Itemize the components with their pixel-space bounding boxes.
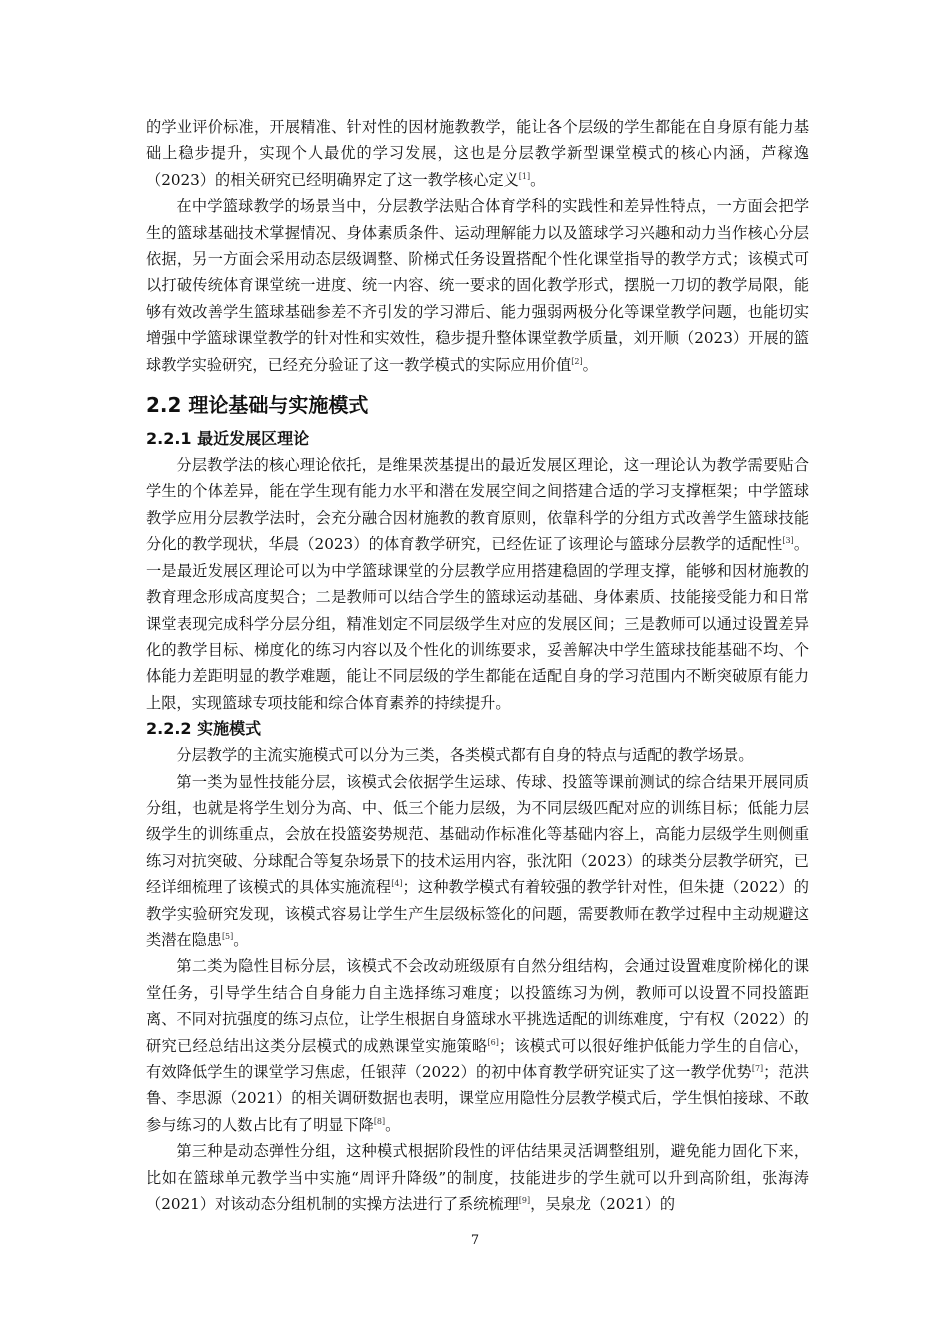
citation-2[interactable]: [2] bbox=[571, 356, 583, 366]
page-number: 7 bbox=[470, 1233, 480, 1248]
citation-7[interactable]: [7] bbox=[751, 1063, 764, 1073]
paragraph-7: 第三种是动态弹性分组，这种模式根据阶段性的评估结果灵活调整组别，避免能力固化下来，比如在篮球单元教学当中实施“周评升降级”的制度，技能进步的学生就可以升到高阶组，张海涛（2021）对该动态分组机制的实操方法进行了系统梳理[9]，吴泉龙（2021）的 bbox=[146, 1142, 809, 1214]
subsection-heading-2-2-2: 2.2.2 实施模式 bbox=[146, 719, 262, 739]
paragraph-1: 的学业评价标准，开展精准、针对性的因材施教教学，能让各个层级的学生都能在自身原有能力基础上稳步提升，实现个人最优的学习发展，这也是分层教学新型课堂模式的核心内涵，芦稼逸（2023）的相关研究已经明确界定了这一教学核心定义[1]。 bbox=[146, 118, 809, 189]
paragraph-4: 分层教学的主流实施模式可以分为三类，各类模式都有自身的特点与适配的教学场景。 bbox=[176, 746, 754, 765]
paragraph-2: 在中学篮球教学的场景当中，分层教学法贴合体育学科的实践性和差异性特点，一方面会把学生的篮球基础技术掌握情况、身体素质条件、运动理解能力以及篮球学习兴趣和动力当作核心分层依据，另一方面会采用动态层级调整、阶梯式任务设置搭配个性化课堂指导的教学方式；该模式可以打破传统体育课堂统一进度、统一内容、统一要求的固化教学形式，摆脱一刀切的教学局限，能够有效改善学生篮球基础参差不齐引发的学习滞后、能力强弱两极分化等课堂教学问题，也能切实增强中学篮球课堂教学的针对性和实效性，稳步提升整体课堂教学质量，刘开顺（2023）开展的篮球教学实验研究，已经充分验证了这一教学模式的实际应用价值[2]。 bbox=[146, 197, 809, 374]
paper-body bbox=[146, 114, 809, 1217]
paragraph-6: 第二类为隐性目标分层，该模式不会改动班级原有自然分组结构，会通过设置难度阶梯化的课堂任务，引导学生结合自身能力自主选择练习难度；以投篮练习为例，教师可以设置不同投篮距离、不同对抗强度的练习点位，让学生根据自身篮球水平挑选适配的训练难度，宁有权（2022）的研究已经总结出这类分层模式的成熟课堂实施策略[6]；该模式可以很好维护低能力学生的自信心，有效降低学生的课堂学习焦虑，任银萍（2022）的初中体育教学研究证实了这一教学优势[7]；范洪鲁、李思源（2021）的相关调研数据也表明，课堂应用隐性分层教学模式后，学生惧怕接球、不敢参与练习的人数占比有了明显下降[8]。 bbox=[146, 957, 810, 1134]
subsection-heading-2-2-1: 2.2.1 最近发展区理论 bbox=[146, 429, 310, 449]
citation-8[interactable]: [8] bbox=[373, 1116, 386, 1126]
citation-4[interactable]: [4] bbox=[391, 879, 403, 889]
section-heading-2-2: 2.2 理论基础与实施模式 bbox=[146, 393, 369, 418]
citation-5[interactable]: [5] bbox=[221, 931, 234, 941]
citation-6[interactable]: [6] bbox=[487, 1037, 499, 1047]
citation-3[interactable]: [3] bbox=[782, 536, 794, 546]
citation-9[interactable]: [9] bbox=[518, 1195, 531, 1205]
paragraph-5: 第一类为显性技能分层，该模式会依据学生运球、传球、投篮等课前测试的综合结果开展同质分组，也就是将学生划分为高、中、低三个能力层级，为不同层级匹配对应的训练目标；低能力层级学生的训练重点，会放在投篮姿势规范、基础动作标准化等基础内容上，高能力层级学生则侧重练习对抗突破、分球配合等复杂场景下的技术运用内容，张沈阳（2023）的球类分层教学研究，已经详细梳理了该模式的具体实施流程[4]；这种教学模式有着较强的教学针对性，但朱捷（2022）的教学实验研究发现，该模式容易让学生产生层级标签化的问题，需要教师在教学过程中主动规避这类潜在隐患[5]。 bbox=[146, 772, 809, 949]
citation-1[interactable]: [1] bbox=[518, 171, 531, 181]
paragraph-3: 分层教学法的核心理论依托，是维果茨基提出的最近发展区理论，这一理论认为教学需要贴合学生的个体差异，能在学生现有能力水平和潜在发展空间之间搭建合适的学习支撑框架；中学篮球教学应用分层教学法时，会充分融合因材施教的教育原则，依靠科学的分组方式改善学生篮球技能分化的教学现状，华晨（2023）的体育教学研究，已经佐证了该理论与篮球分层教学的适配性[3]。一是最近发展区理论可以为中学篮球课堂的分层教学应用搭建稳固的学理支撑，能够和因材施教的教育理念形成高度契合；二是教师可以结合学生的篮球运动基础、身体素质、技能接受能力和日常课堂表现完成科学分层分组，精准划定不同层级学生对应的发展区间；三是教师可以通过设置差异化的教学目标、梯度化的练习内容以及个性化的训练要求，妥善解决中学生篮球技能基础不均、个体能力差距明显的教学难题，能让不同层级的学生都能在适配自身的学习范围内不断突破原有能力上限，实现篮球专项技能和综合体育素养的持续提升。 bbox=[146, 456, 810, 712]
